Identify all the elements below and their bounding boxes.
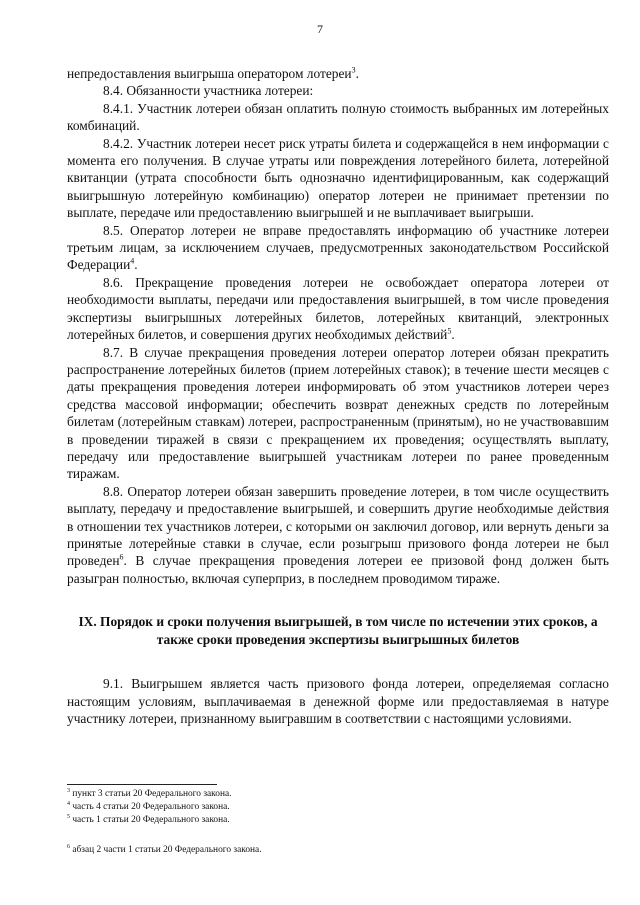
page-number: 7 <box>317 22 323 36</box>
paragraph-8-6: 8.6. Прекращение проведения лотереи не освобождает оператора лотереи от необходимости выплаты, передачи или предоставления выигрышей, в том числе проведения экспертизы выигрышных лотерейных билетов, лотерейных квитанций, электронных лотерейных билетов, и совершения других необходимых действий$^5$. <box>67 274 609 343</box>
footnotes <box>67 784 367 857</box>
paragraph-8-4-2: 8.4.2. Участник лотереи несет риск утраты билета и содержащейся в нем информации с момента его получения. В случае утраты или повреждения лотерейного билета, лотерейной квитанции (утрата способности быть однозначно идентифицированным, как содержащий выигрышную лотерейную комбинацию) оператор лотереи не принимает претензии по выплате, передаче или предоставлению выигрышей и не выплачивает выигрыши. <box>67 135 609 221</box>
footnote-item: $^4$ часть 4 статьи 20 Федерального закона. <box>67 800 230 812</box>
footnote-ref: 6 <box>119 552 124 562</box>
footnote-ref: 4 <box>130 257 135 266</box>
footnote-ref: 5 <box>447 326 452 336</box>
document-body <box>67 65 609 727</box>
paragraph-8-7: 8.7. В случае прекращения проведения лотереи оператор лотереи обязан прекратить распространение лотерейных билетов (прием лотерейных ставок); в течение шести месяцев с даты прекращения проведения лотереи информировать об этом участников лотереи через средства массовой информации; обеспечить возврат денежных средств по лотерейным билетам (лотерейным ставкам) лотереи, распространенным (принятым), но не участвовавшим в проведении тиражей в связи с прекращением их проведения; осуществлять выплату, передачу или предоставление выигрышей участникам лотереи по ранее проведенным тиражам. <box>67 344 609 482</box>
footnote-ref: 3 <box>351 65 356 75</box>
section-heading: IX. Порядок и сроки получения выигрышей, в том числе по истечении этих сроков, а также сроки проведения экспертизы выигрышных билетов <box>78 614 598 648</box>
footnote-spacer <box>67 826 367 844</box>
paragraph-9-1: 9.1. Выигрышем является часть призового фонда лотереи, определяемая согласно настоящим условиям, выплачиваемая в денежной форме или предоставляемая в натуре участнику лотереи, признанному выигравшим в соответствии с настоящими условиями. <box>67 676 609 726</box>
footnote-divider <box>67 784 217 785</box>
paragraph-8-4-1: 8.4.1. Участник лотереи обязан оплатить полную стоимость выбранных им лотерейных комбинаций. <box>67 100 609 134</box>
footnote-item: $^5$ часть 1 статьи 20 Федерального закона. <box>67 813 230 825</box>
footnote-item: $^3$ пункт 3 статьи 20 Федерального закона. <box>67 787 232 799</box>
paragraph-8-5: 8.5. Оператор лотереи не вправе предоставлять информацию об участнике лотереи третьим лицам, за исключением случаев, предусмотренных законодательством Российской Федерации$^4$. <box>67 222 609 273</box>
paragraph-continuation: непредоставления выигрыша оператором лотереи$^3$. <box>67 65 359 81</box>
paragraph-8-4: 8.4. Обязанности участника лотереи: <box>103 83 314 99</box>
footnote-item: $^6$ абзац 2 части 1 статьи 20 Федерального закона. <box>67 844 262 856</box>
paragraph-8-8: 8.8. Оператор лотереи обязан завершить проведение лотереи, в том числе осуществить выплату, передачу и предоставление выигрышей, и совершить другие необходимые действия в отношении тех участников лотереи, с которыми он заключил договор, или вернуть деньги за принятые лотерейные ставки в случае, если розыгрыш призового фонда лотереи не был проведен$^6$. В случае прекращения проведения лотереи ее призовой фонд должен быть разыгран полностью, включая суперприз, в последнем проводимом тираже. <box>67 483 609 586</box>
